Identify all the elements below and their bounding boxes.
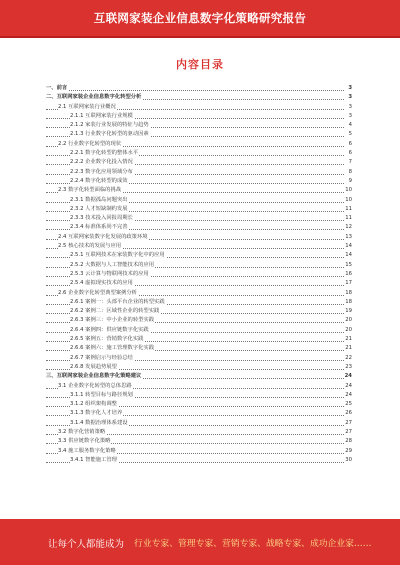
toc-entry[interactable] bbox=[46, 382, 352, 391]
toc-entry-title: 3.3 供应链数字化策略 bbox=[58, 438, 111, 445]
toc-entry-page: 18 bbox=[344, 289, 352, 298]
page-footer bbox=[0, 519, 400, 565]
toc-entry-page: 6 bbox=[348, 140, 352, 149]
toc-entry[interactable] bbox=[46, 214, 352, 223]
toc-entry[interactable] bbox=[46, 428, 352, 437]
toc-entry[interactable] bbox=[46, 186, 352, 195]
toc-entry-title: 一、前言 bbox=[46, 85, 68, 91]
toc-entry-page: 24 bbox=[344, 382, 352, 391]
toc-entry-title: 2.6.7 案例启示与经验总结 bbox=[70, 354, 133, 361]
toc-entry-page: 19 bbox=[344, 307, 352, 316]
toc-entry-page: 3 bbox=[348, 112, 352, 121]
toc-entry-title: 2.6 企业数字化转型典型案例分析 bbox=[58, 289, 137, 296]
toc-entry-page: 21 bbox=[344, 344, 352, 353]
toc-entry-page: 7 bbox=[348, 158, 352, 167]
toc-entry[interactable] bbox=[46, 121, 352, 130]
toc-entry-page: 10 bbox=[344, 186, 352, 195]
toc-entry-page: 30 bbox=[344, 456, 352, 465]
toc-entry[interactable] bbox=[46, 93, 352, 102]
toc-entry-page: 24 bbox=[344, 372, 352, 381]
toc-entry[interactable] bbox=[46, 196, 352, 205]
toc-heading: 内容目录 bbox=[176, 58, 224, 71]
toc-entry-title: 2.5.4 虚拟现实技术的应用 bbox=[70, 280, 133, 287]
toc-entry-page: 14 bbox=[344, 242, 352, 251]
toc-entry-title: 2.2.3 数字化应用领域分布 bbox=[70, 168, 133, 175]
toc-entry[interactable] bbox=[46, 335, 352, 344]
toc-entry-title: 2.3 数字化转型面临的挑战 bbox=[58, 187, 122, 194]
toc-entry-page: 21 bbox=[344, 335, 352, 344]
toc-entry[interactable] bbox=[46, 456, 352, 465]
toc-list bbox=[46, 84, 352, 465]
toc-entry[interactable] bbox=[46, 84, 352, 93]
toc-entry[interactable] bbox=[46, 307, 352, 316]
toc-entry[interactable] bbox=[46, 344, 352, 353]
toc-entry-page: 25 bbox=[344, 400, 352, 409]
toc-entry-title: 2.6.2 案例二：区域性企业的转型实践 bbox=[70, 308, 160, 315]
toc-entry-title: 2.1 互联网家装行业概况 bbox=[58, 103, 116, 110]
toc-entry[interactable] bbox=[46, 242, 352, 251]
toc-entry[interactable] bbox=[46, 251, 352, 260]
footer-tagline: 行业专家、管理专家、营销专家、战略专家、成功企业家…… bbox=[134, 539, 372, 549]
footer-slogan: 让每个人都能成为 bbox=[48, 539, 125, 550]
toc-entry-title: 2.5.1 互联网技术在家装数字化中的应用 bbox=[70, 252, 165, 259]
toc-entry[interactable] bbox=[46, 447, 352, 456]
toc-entry-title: 3.1.3 数字化人才培养 bbox=[70, 410, 123, 417]
toc-entry-title: 3.1.4 数据治理体系建设 bbox=[70, 419, 128, 426]
toc-entry[interactable] bbox=[46, 437, 352, 446]
toc-entry[interactable] bbox=[46, 158, 352, 167]
toc-entry-page: 6 bbox=[348, 149, 352, 158]
toc-entry-title: 3.4 施工服务数字化策略 bbox=[58, 447, 116, 454]
toc-entry-page: 20 bbox=[344, 316, 352, 325]
toc-entry-title: 3.1 企业数字化转型的总体思路 bbox=[58, 382, 132, 389]
toc-leader-dots bbox=[46, 90, 344, 91]
toc-entry-page: 3 bbox=[347, 84, 352, 93]
toc-entry-page: 16 bbox=[344, 270, 352, 279]
toc-entry-page: 27 bbox=[344, 428, 352, 437]
toc-entry[interactable] bbox=[46, 400, 352, 409]
toc-entry[interactable] bbox=[46, 149, 352, 158]
toc-entry-title: 2.3.1 数据孤岛问题突出 bbox=[70, 196, 128, 203]
toc-entry-title: 2.3.2 人才短缺制约发展 bbox=[70, 205, 128, 212]
toc-entry[interactable] bbox=[46, 205, 352, 214]
toc-entry-title: 2.6.8 发展趋势展望 bbox=[70, 363, 117, 370]
toc-entry[interactable] bbox=[46, 409, 352, 418]
page-header bbox=[0, 0, 400, 36]
toc-entry-page: 13 bbox=[344, 233, 352, 242]
toc-entry[interactable] bbox=[46, 279, 352, 288]
toc-entry-page: 15 bbox=[344, 261, 352, 270]
toc-entry-title: 3.1.2 组织架构调整 bbox=[70, 401, 117, 408]
toc-entry-page: 22 bbox=[344, 354, 352, 363]
toc-entry[interactable] bbox=[46, 177, 352, 186]
toc-entry[interactable] bbox=[46, 391, 352, 400]
toc-entry[interactable] bbox=[46, 298, 352, 307]
toc-entry-page: 4 bbox=[348, 121, 352, 130]
toc-entry-page: 26 bbox=[344, 409, 352, 418]
toc-entry[interactable] bbox=[46, 372, 352, 381]
toc-entry[interactable] bbox=[46, 140, 352, 149]
toc-entry-title: 2.6.6 案例六：施工管理数字化实践 bbox=[70, 345, 155, 352]
toc-entry-page: 27 bbox=[344, 419, 352, 428]
toc-entry-title: 3.4.1 智能施工管理 bbox=[70, 456, 117, 463]
toc-entry-page: 28 bbox=[344, 437, 352, 446]
toc-entry-title: 2.1.1 互联网家装行业规模 bbox=[70, 112, 133, 119]
toc-entry-page: 17 bbox=[344, 279, 352, 288]
toc-entry-page: 9 bbox=[348, 177, 352, 186]
toc-entry-page: 29 bbox=[344, 447, 352, 456]
toc-entry[interactable] bbox=[46, 354, 352, 363]
toc-entry-title: 2.5.2 大数据与人工智能技术的应用 bbox=[70, 261, 155, 268]
toc-entry[interactable] bbox=[46, 326, 352, 335]
toc-entry-page: 12 bbox=[344, 223, 352, 232]
toc-entry-title: 2.2.1 数字化转型的整体水平 bbox=[70, 150, 139, 157]
toc-entry-title: 2.2.2 企业数字化投入情况 bbox=[70, 159, 133, 166]
toc-entry[interactable] bbox=[46, 103, 352, 112]
toc-entry-title: 2.3.4 标准体系尚不完善 bbox=[70, 224, 128, 231]
toc-entry-title: 3.1.1 转型目标与路径规划 bbox=[70, 391, 133, 398]
toc-entry[interactable] bbox=[46, 261, 352, 270]
toc-entry[interactable] bbox=[46, 112, 352, 121]
toc-entry-title: 2.1.3 行业数字化转型的驱动因素 bbox=[70, 131, 149, 138]
toc-entry-page: 11 bbox=[344, 214, 352, 223]
toc-entry-page: 5 bbox=[348, 130, 352, 139]
toc-entry-page: 24 bbox=[344, 391, 352, 400]
toc-entry-title: 3.2 数字化营销策略 bbox=[58, 428, 106, 435]
toc-entry-title: 2.2.4 数字化转型的成效 bbox=[70, 177, 128, 184]
toc-entry[interactable] bbox=[46, 233, 352, 242]
toc-entry[interactable] bbox=[46, 289, 352, 298]
toc-entry-title: 2.6.4 案例四：供应链数字化实践 bbox=[70, 326, 149, 333]
toc-entry-title: 2.2 行业数字化转型的现状 bbox=[58, 140, 122, 147]
toc-entry-page: 8 bbox=[348, 168, 352, 177]
toc-entry-title: 2.5.3 云计算与物联网技术的应用 bbox=[70, 270, 149, 277]
toc-entry-page: 18 bbox=[344, 298, 352, 307]
toc-entry[interactable] bbox=[46, 363, 352, 372]
toc-entry-page: 11 bbox=[344, 205, 352, 214]
toc-entry-title: 2.5 核心技术的发展与应用 bbox=[58, 243, 122, 250]
toc-entry-page: 3 bbox=[348, 103, 352, 112]
page-header-title: 互联网家装企业信息数字化策略研究报告 bbox=[93, 11, 307, 25]
toc-entry-title: 2.4 互联网家装数字化发展的政策环境 bbox=[58, 233, 148, 240]
toc-entry[interactable] bbox=[46, 419, 352, 428]
toc-entry[interactable] bbox=[46, 168, 352, 177]
toc-entry-title: 二、互联网家装企业信息数字化转型分析 bbox=[46, 94, 142, 101]
toc-entry-title: 三、互联网家装企业信息数字化策略建议 bbox=[46, 373, 142, 380]
toc-entry[interactable] bbox=[46, 223, 352, 232]
toc-entry[interactable] bbox=[46, 130, 352, 139]
toc-entry-title: 2.3.3 技术投入回报周期长 bbox=[70, 215, 133, 222]
toc-entry-title: 2.6.3 案例三：中小企业的转型实践 bbox=[70, 317, 155, 324]
toc-entry-page: 3 bbox=[347, 93, 352, 102]
toc-entry-title: 2.1.2 家装行业发展的特征与趋势 bbox=[70, 122, 149, 129]
toc-entry-title: 2.6.1 案例一：头部平台企业的转型实践 bbox=[70, 298, 165, 305]
toc-entry-page: 23 bbox=[344, 363, 352, 372]
toc-entry-page: 10 bbox=[344, 196, 352, 205]
toc-entry-page: 20 bbox=[344, 326, 352, 335]
header-divider bbox=[0, 36, 400, 38]
toc-entry-page: 14 bbox=[344, 251, 352, 260]
toc-entry[interactable] bbox=[46, 270, 352, 279]
toc-entry[interactable] bbox=[46, 316, 352, 325]
toc-entry-title: 2.6.5 案例五：营销数字化实践 bbox=[70, 336, 144, 343]
